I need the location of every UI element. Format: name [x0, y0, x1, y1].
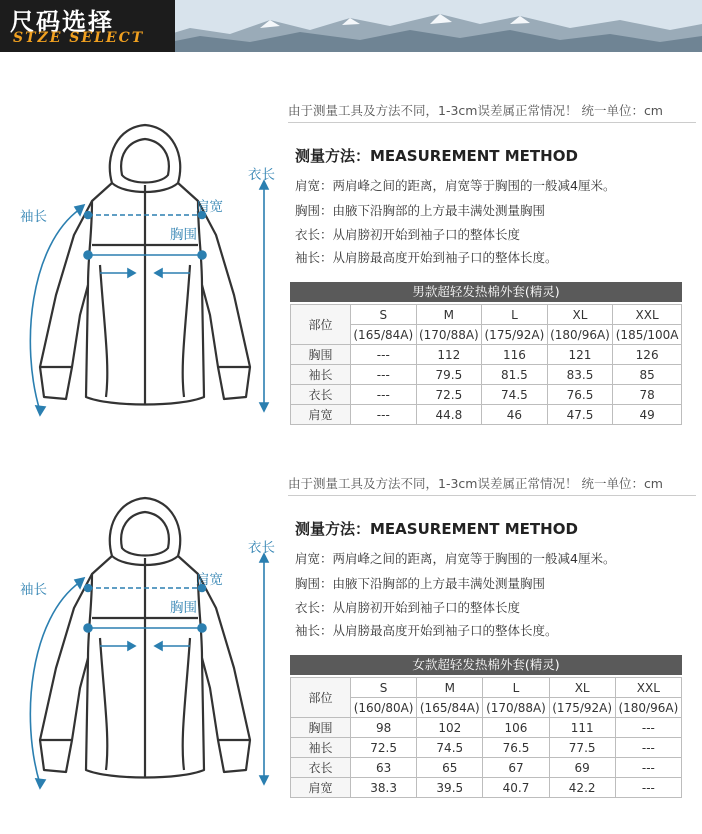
table-title: 女款超轻发热棉外套(精灵) — [290, 655, 682, 675]
table-cell: 63 — [351, 758, 417, 778]
chest-label: 胸围 — [170, 600, 197, 616]
mountain-banner-image — [150, 0, 702, 52]
jacket-diagram — [0, 478, 290, 808]
table-cell: 112 — [416, 345, 482, 365]
size-code-cell: (185/100A — [613, 325, 682, 345]
row-label: 胸围 — [291, 718, 351, 738]
table-cell: 65 — [417, 758, 483, 778]
table-cell: 74.5 — [417, 738, 483, 758]
part-header-cell: 部位 — [291, 305, 351, 345]
table-cell: 77.5 — [549, 738, 615, 758]
table-cell: --- — [351, 345, 417, 365]
size-code-cell: (175/92A) — [549, 698, 615, 718]
measurement-notice: 由于测量工具及方法不同，1-3cm误差属正常情况！ 统一单位：cm — [288, 101, 696, 123]
row-label: 胸围 — [291, 345, 351, 365]
row-label: 袖长 — [291, 365, 351, 385]
table-row — [291, 345, 682, 365]
table-cell: 102 — [417, 718, 483, 738]
table-row — [291, 758, 682, 778]
method-title: 测量方法：MEASUREMENT METHOD — [295, 520, 578, 538]
table-cell: 42.2 — [549, 778, 615, 798]
size-header-row — [291, 305, 682, 325]
size-cell: XL — [549, 678, 615, 698]
jacket-outline-icon — [0, 478, 290, 808]
row-label: 衣长 — [291, 758, 351, 778]
table-row — [291, 365, 682, 385]
table-cell: 38.3 — [351, 778, 417, 798]
table-cell: --- — [615, 758, 681, 778]
length-description: 衣长：从肩膀初开始到袖子口的整体长度 — [295, 227, 521, 242]
jacket-diagram — [0, 105, 290, 435]
table-cell: 111 — [549, 718, 615, 738]
size-code-cell: (180/96A) — [547, 325, 613, 345]
size-table — [290, 304, 682, 425]
table-cell: 47.5 — [547, 405, 613, 425]
row-label: 衣长 — [291, 385, 351, 405]
table-cell: 69 — [549, 758, 615, 778]
table-cell: --- — [615, 718, 681, 738]
table-cell: 72.5 — [416, 385, 482, 405]
banner-subtitle: STZE SELECT — [13, 30, 145, 46]
shoulder-description: 肩宽：两肩峰之间的距离，肩宽等于胸围的一般减4厘米。 — [295, 551, 616, 566]
mens-size-section — [0, 95, 702, 435]
table-cell: 72.5 — [351, 738, 417, 758]
table-cell: 46 — [482, 405, 548, 425]
sleeve-label: 袖长 — [20, 582, 47, 598]
table-cell: 67 — [483, 758, 549, 778]
row-label: 肩宽 — [291, 405, 351, 425]
table-cell: 76.5 — [547, 385, 613, 405]
length-label: 衣长 — [248, 167, 275, 183]
table-cell: 78 — [613, 385, 682, 405]
size-cell: M — [417, 678, 483, 698]
table-row — [291, 778, 682, 798]
shoulder-label: 肩宽 — [196, 199, 223, 215]
table-cell: 40.7 — [483, 778, 549, 798]
table-cell: 116 — [482, 345, 548, 365]
table-cell: 39.5 — [417, 778, 483, 798]
size-code-cell: (165/84A) — [417, 698, 483, 718]
size-code-cell: (175/92A) — [482, 325, 548, 345]
jacket-outline-icon — [0, 105, 290, 435]
table-cell: --- — [351, 365, 417, 385]
table-cell: 85 — [613, 365, 682, 385]
size-cell: XXL — [615, 678, 681, 698]
womens-size-section — [0, 468, 702, 808]
table-cell: 81.5 — [482, 365, 548, 385]
part-header-cell: 部位 — [291, 678, 351, 718]
size-code-cell: (180/96A) — [615, 698, 681, 718]
table-cell: 98 — [351, 718, 417, 738]
size-cell: S — [351, 305, 417, 325]
size-cell: S — [351, 678, 417, 698]
table-cell: --- — [615, 778, 681, 798]
shoulder-description: 肩宽：两肩峰之间的距离，肩宽等于胸围的一般减4厘米。 — [295, 178, 616, 193]
table-row — [291, 405, 682, 425]
table-row — [291, 738, 682, 758]
size-code-cell: (160/80A) — [351, 698, 417, 718]
size-header-row — [291, 678, 682, 698]
table-cell: 76.5 — [483, 738, 549, 758]
table-cell: 49 — [613, 405, 682, 425]
size-cell: XL — [547, 305, 613, 325]
table-row — [291, 718, 682, 738]
row-label: 袖长 — [291, 738, 351, 758]
table-cell: 126 — [613, 345, 682, 365]
shoulder-label: 肩宽 — [196, 572, 223, 588]
method-title: 测量方法：MEASUREMENT METHOD — [295, 147, 578, 165]
size-code-cell: (165/84A) — [351, 325, 417, 345]
banner-label-block — [0, 0, 175, 52]
table-cell: 74.5 — [482, 385, 548, 405]
length-description: 衣长：从肩膀初开始到袖子口的整体长度 — [295, 600, 521, 615]
sleeve-description: 袖长：从肩膀最高度开始到袖子口的整体长度。 — [295, 250, 558, 265]
chest-description: 胸围：由腋下沿胸部的上方最丰满处测量胸围 — [295, 203, 546, 218]
table-title: 男款超轻发热棉外套(精灵) — [290, 282, 682, 302]
size-code-cell: (170/88A) — [483, 698, 549, 718]
table-cell: 79.5 — [416, 365, 482, 385]
banner-title: 尺码选择 — [10, 8, 114, 36]
table-cell: 44.8 — [416, 405, 482, 425]
measurement-notice: 由于测量工具及方法不同，1-3cm误差属正常情况！ 统一单位：cm — [288, 474, 696, 496]
table-cell: 83.5 — [547, 365, 613, 385]
table-row — [291, 385, 682, 405]
sleeve-label: 袖长 — [20, 209, 47, 225]
size-code-cell: (170/88A) — [416, 325, 482, 345]
header-banner — [0, 0, 702, 52]
row-label: 肩宽 — [291, 778, 351, 798]
size-cell: XXL — [613, 305, 682, 325]
size-table — [290, 677, 682, 798]
table-cell: 121 — [547, 345, 613, 365]
size-cell: L — [483, 678, 549, 698]
size-cell: M — [416, 305, 482, 325]
chest-label: 胸围 — [170, 227, 197, 243]
table-cell: --- — [351, 385, 417, 405]
table-cell: 106 — [483, 718, 549, 738]
size-cell: L — [482, 305, 548, 325]
sleeve-description: 袖长：从肩膀最高度开始到袖子口的整体长度。 — [295, 623, 558, 638]
length-label: 衣长 — [248, 540, 275, 556]
chest-description: 胸围：由腋下沿胸部的上方最丰满处测量胸围 — [295, 576, 546, 591]
table-cell: --- — [351, 405, 417, 425]
table-cell: --- — [615, 738, 681, 758]
